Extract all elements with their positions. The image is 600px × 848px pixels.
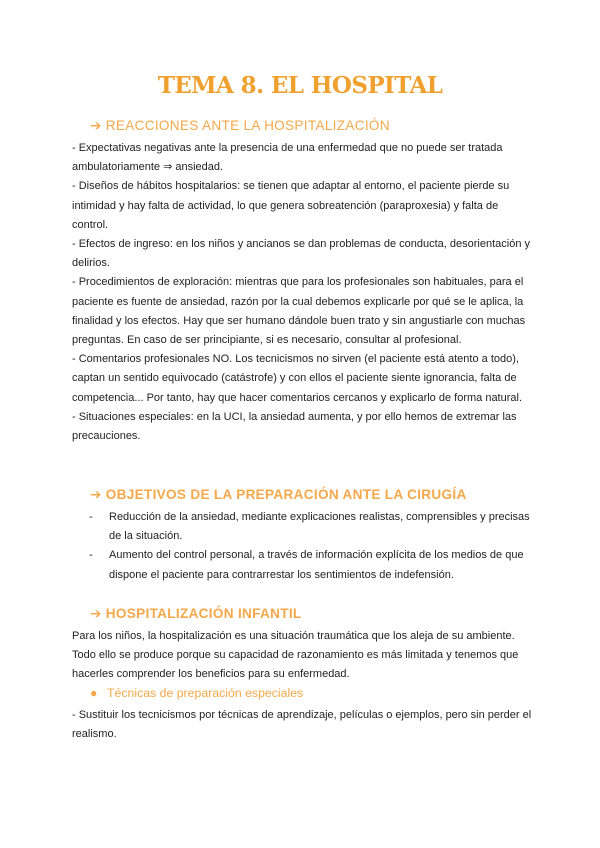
paragraph: - Procedimientos de exploración: mientras que para los profesionales son habituales, para el paciente es fuente de ansiedad, razón por la cual debemos explicarle por qué se le aplica, la finalidad y los efectos. Hay que ser humano dándole buen trato y sin angustiarle con muchas preguntas. En caso de ser principiante, si es necesario, consultar al profesional.	[72, 276, 526, 347]
objetivos-list	[72, 508, 532, 585]
paragraph: - Sustituir los tecnicismos por técnicas de aprendizaje, películas o ejemplos, pero sin perder el realismo.	[72, 709, 532, 741]
list-item-text: Reducción de la ansiedad, mediante explicaciones realistas, comprensibles y precisas de la situación.	[109, 511, 530, 543]
list-item	[72, 508, 532, 546]
paragraph: - Diseños de hábitos hospitalarios: se tienen que adaptar al entorno, el paciente pierde su intimidad y hay falta de actividad, lo que genera sobreatención (paraproxesia) y falta de control.	[72, 180, 510, 231]
paragraph: Para los niños, la hospitalización es una situación traumática que los aleja de su ambiente. Todo ello se produce porque su capacidad de razonamiento es más limitada y tenemos que hacerles comprender los beneficios para su enfermedad.	[72, 630, 519, 681]
subheading-text: Técnicas de preparación especiales	[107, 686, 304, 700]
paragraph: - Situaciones especiales: en la UCI, la ansiedad aumenta, y por ello hemos de extremar las precauciones.	[72, 410, 517, 443]
section-heading-objetivos: ➔ OBJETIVOS DE LA PREPARACIÓN ANTE LA CIRUGÍA	[90, 487, 467, 502]
paragraph: - Expectativas negativas ante la presencia de una enfermedad que no puede ser tratada ambulatoriamente ⇒ ansiedad.	[72, 142, 503, 174]
list-item-text: Aumento del control personal, a través de información explícita de los medios de que dispone el paciente para contrarrestar los sentimientos de indefensión.	[109, 549, 524, 581]
tecnicas-body	[72, 706, 532, 744]
section-heading-infantil: ➔ HOSPITALIZACIÓN INFANTIL	[90, 606, 302, 621]
dash-bullet: -	[89, 549, 93, 562]
section-heading-reacciones: ➔ REACCIONES ANTE LA HOSPITALIZACIÓN	[90, 118, 390, 133]
subheading-tecnicas	[90, 686, 303, 700]
list-item	[72, 546, 532, 584]
bullet-dot-icon: ●	[90, 686, 98, 700]
paragraph: - Efectos de ingreso: en los niños y ancianos se dan problemas de conducta, desorientación y delirios.	[72, 238, 530, 270]
dash-bullet: -	[89, 511, 93, 523]
page-title: TEMA 8. EL HOSPITAL	[157, 72, 443, 99]
section-body-reacciones	[72, 139, 532, 446]
infantil-intro	[72, 627, 532, 685]
paragraph: - Comentarios profesionales NO. Los tecnicismos no sirven (el paciente está atento a todo), captan un sentido equivocado (catástrofe) y con ellos el paciente siente ignorancia, falta de competencia... Por tanto, hay que hacer comentarios cercanos y explicarlo de forma natural.	[72, 353, 523, 404]
